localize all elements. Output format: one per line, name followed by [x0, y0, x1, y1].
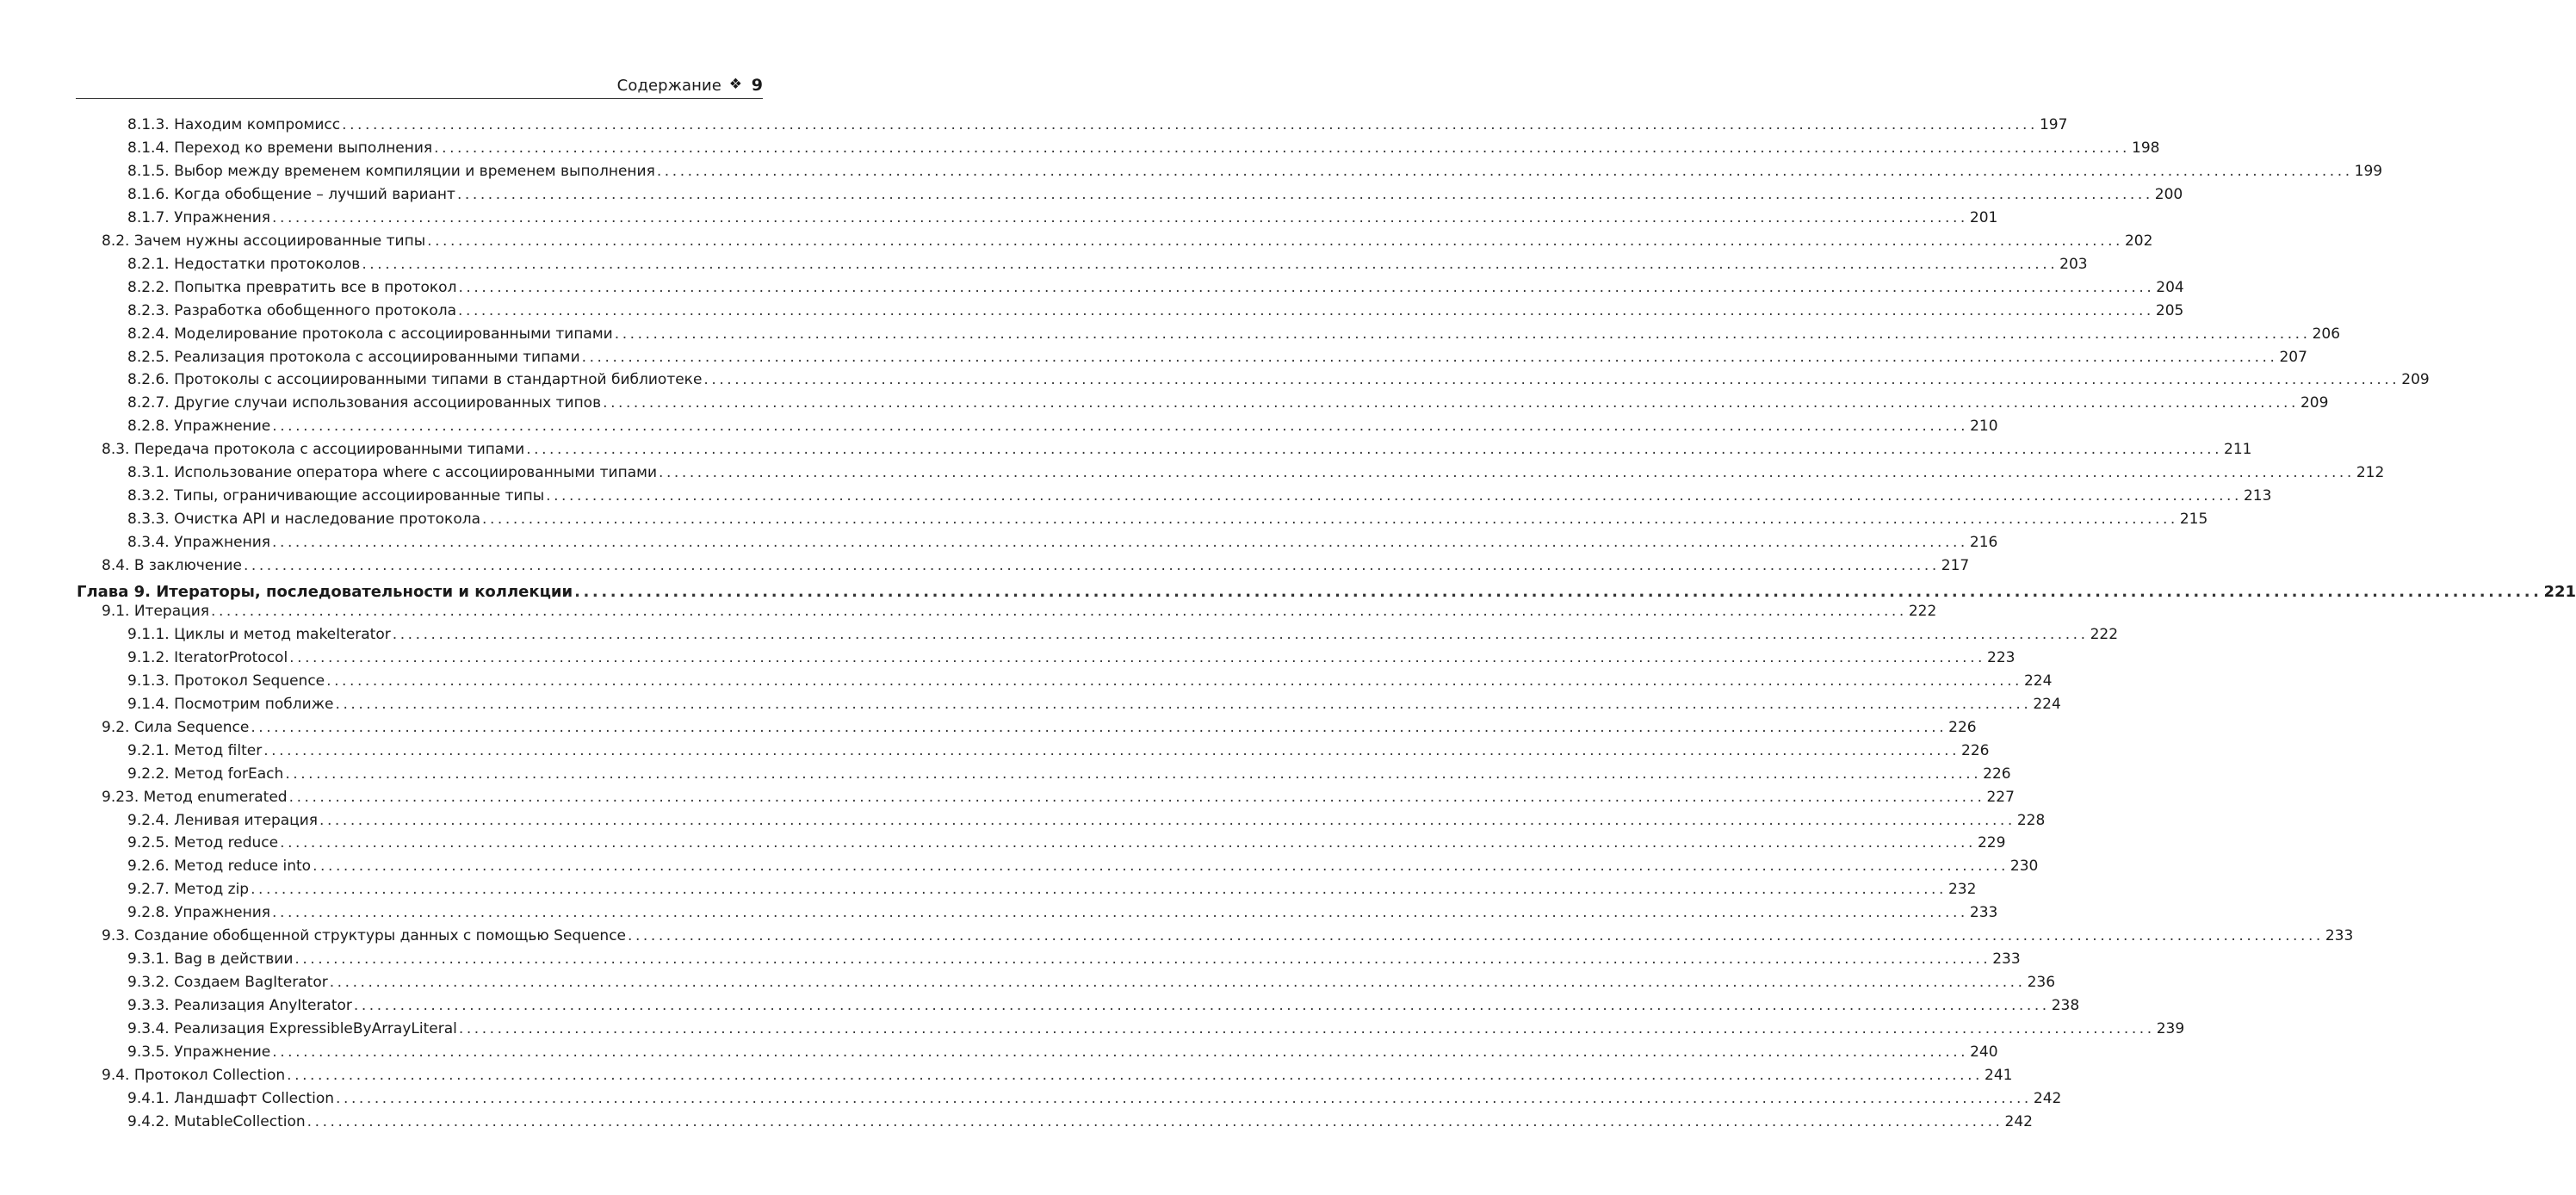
dot-leader: ............................................................................................................................................................................................................................ [574, 583, 2542, 601]
toc-entry-page: 204 [2156, 278, 2184, 296]
toc-entry-title: 9.2.6. Метод reduce into [127, 858, 312, 876]
toc-entry-title: 8.2. Зачем нужны ассоциированные типы [102, 232, 426, 250]
toc-entry [127, 694, 2061, 715]
toc-entry-page: 209 [2300, 394, 2329, 412]
toc-entry-title: 9.3. Создание обобщенной структуры данных с помощью Sequence [102, 927, 627, 945]
dot-leader: ............................................................................................................................................................................................................................ [336, 1089, 2032, 1107]
toc-entry-page: 197 [2039, 116, 2068, 133]
dot-leader: ............................................................................................................................................................................................................................ [603, 394, 2299, 412]
dot-leader: ............................................................................................................................................................................................................................ [251, 718, 1947, 736]
dot-leader: ............................................................................................................................................................................................................................ [329, 974, 2026, 992]
toc-entry-page: 207 [2279, 348, 2307, 366]
toc-entry [127, 532, 1998, 553]
toc-entry-page: 211 [2224, 441, 2252, 459]
toc-chapter-entry [77, 582, 2576, 603]
toc-entry-page: 238 [2051, 997, 2080, 1015]
dot-leader: ............................................................................................................................................................................................................................ [458, 1020, 2155, 1038]
toc-entry-title: 9.2. Сила Sequence [102, 718, 250, 736]
toc-entry-page: 201 [1969, 208, 1998, 226]
toc-entry-title: 9.2.2. Метод forEach [127, 765, 284, 783]
dot-leader: ............................................................................................................................................................................................................................ [546, 487, 2242, 505]
toc-entry-title: 8.3.1. Использование оператора where с ассоциированными типами [127, 464, 657, 482]
dot-leader: ............................................................................................................................................................................................................................ [272, 904, 1968, 922]
toc-entry-title: 9.3.3. Реализация AnyIterator [127, 997, 352, 1015]
toc-entry-page: 229 [1977, 834, 2006, 852]
dot-leader: ............................................................................................................................................................................................................................ [456, 185, 2153, 203]
toc-entry-title: 8.1.5. Выбор между временем компиляции и временем выполнения [127, 162, 655, 180]
toc-entry [127, 879, 1977, 900]
toc-entry-title: 8.3.2. Типы, ограничивающие ассоциированные типы [127, 487, 545, 505]
toc-entry [127, 416, 1998, 437]
toc-entry [127, 277, 2184, 298]
toc-entry-title: 8.3. Передача протокола с ассоциированными типами [102, 441, 525, 459]
toc-entry-title: 9.3.2. Создаем BagIterator [127, 974, 328, 992]
dot-leader: ............................................................................................................................................................................................................................ [272, 208, 1968, 226]
toc-entry-title: 8.2.4. Моделирование протокола с ассоциированными типами [127, 325, 613, 343]
toc-entry-title: 9.1. Итерация [102, 602, 209, 620]
dot-leader: ............................................................................................................................................................................................................................ [427, 232, 2123, 250]
dot-leader: ............................................................................................................................................................................................................................ [458, 301, 2154, 319]
dot-leader: ............................................................................................................................................................................................................................ [458, 278, 2155, 296]
toc-entry-title: 9.1.2. IteratorProtocol [127, 648, 288, 666]
toc-entry-title: 8.2.8. Упражнение [127, 418, 271, 436]
toc-entry-title: 9.2.7. Метод zip [127, 881, 250, 899]
toc-entry [127, 462, 2385, 483]
toc-entry-page: 221 [2543, 583, 2576, 601]
toc-entry-page: 241 [1985, 1066, 2013, 1084]
toc-entry-title: 8.2.7. Другие случаи использования ассоциированных типов [127, 394, 602, 412]
toc-entry [127, 856, 2039, 876]
dot-leader: ............................................................................................................................................................................................................................ [659, 464, 2355, 482]
toc-entry [127, 115, 2068, 135]
dot-leader: ............................................................................................................................................................................................................................ [526, 441, 2223, 459]
four-diamond-ornament-icon: ❖ [728, 76, 742, 93]
toc-entry-page: 206 [2312, 325, 2341, 343]
dot-leader: ............................................................................................................................................................................................................................ [482, 511, 2178, 529]
toc-entry-title: 9.4.1. Ландшафт Collection [127, 1089, 335, 1107]
dot-leader: ............................................................................................................................................................................................................................ [326, 672, 2022, 690]
toc-entry [127, 1111, 2033, 1132]
toc-entry [127, 740, 1990, 761]
toc-entry-page: 210 [1970, 418, 1998, 436]
toc-entry [127, 254, 2088, 275]
toc-entry-title: 8.3.4. Упражнения [127, 534, 271, 552]
toc-entry-page: 226 [1948, 718, 1977, 736]
toc-entry-title: 9.2.4. Ленивая итерация [127, 811, 318, 829]
toc-entry [127, 810, 2046, 831]
toc-entry-page: 222 [1908, 602, 1937, 620]
toc-entry-page: 215 [2179, 511, 2208, 529]
dot-leader: ............................................................................................................................................................................................................................ [272, 418, 1969, 436]
toc-entry-page: 230 [2009, 858, 2039, 876]
dot-leader: ............................................................................................................................................................................................................................ [319, 811, 2016, 829]
dot-leader: ............................................................................................................................................................................................................................ [581, 348, 2278, 366]
toc-entry-page: 203 [2059, 255, 2088, 273]
dot-leader: ............................................................................................................................................................................................................................ [210, 602, 1907, 620]
toc-entry-page: 226 [1961, 741, 1990, 759]
dot-leader: ............................................................................................................................................................................................................................ [342, 116, 2038, 133]
toc-entry [102, 787, 2015, 808]
toc-entry-page: 239 [2156, 1020, 2185, 1038]
toc-entry [127, 902, 1998, 923]
toc-entry-page: 233 [1992, 950, 2021, 969]
dot-leader: ............................................................................................................................................................................................................................ [703, 371, 2400, 389]
toc-entry-title: 8.4. В заключение [102, 557, 242, 575]
toc-entry-title: 9.3.1. Bag в действии [127, 950, 294, 969]
toc-entry [127, 972, 2056, 993]
dot-leader: ............................................................................................................................................................................................................................ [272, 1043, 1969, 1061]
toc-entry-page: 200 [2154, 185, 2183, 203]
toc-entry [127, 300, 2184, 321]
toc-entry [102, 555, 1970, 576]
toc-entry-title: 8.1.4. Переход ко времени выполнения [127, 139, 433, 157]
toc-entry [127, 624, 2119, 645]
toc-entry-title: Глава 9. Итераторы, последовательности и коллекции [77, 583, 573, 601]
toc-entry-title: 9.1.4. Посмотрим поближе [127, 695, 334, 713]
toc-entry-page: 217 [1941, 557, 1970, 575]
toc-entry-page: 205 [2155, 301, 2184, 319]
toc-entry [102, 601, 1937, 622]
toc-entry [127, 161, 2383, 182]
dot-leader: ............................................................................................................................................................................................................................ [243, 557, 1940, 575]
toc-entry [127, 833, 2006, 853]
toc-entry-title: 8.2.1. Недостатки протоколов [127, 255, 361, 273]
dot-leader: ............................................................................................................................................................................................................................ [614, 325, 2311, 343]
toc-entry-title: 9.3.4. Реализация ExpressibleByArrayLiteral [127, 1020, 457, 1038]
toc-entry [127, 671, 2053, 691]
toc-entry [102, 439, 2252, 460]
running-header [76, 69, 763, 99]
toc-entry [127, 1088, 2062, 1109]
toc-entry [102, 926, 2354, 946]
toc-entry [127, 995, 2080, 1016]
toc-entry-title: 9.4.2. MutableCollection [127, 1112, 306, 1130]
toc-entry-page: 226 [1983, 765, 2011, 783]
toc-entry-page: 222 [2090, 625, 2119, 643]
toc-entry [127, 509, 2208, 529]
dot-leader: ............................................................................................................................................................................................................................ [628, 927, 2324, 945]
dot-leader: ............................................................................................................................................................................................................................ [362, 255, 2059, 273]
dot-leader: ............................................................................................................................................................................................................................ [434, 139, 2130, 157]
toc-entry-page: 242 [2033, 1089, 2062, 1107]
dot-leader: ............................................................................................................................................................................................................................ [263, 741, 1960, 759]
running-header-title: Содержание [616, 77, 721, 95]
toc-entry-page: 202 [2124, 232, 2153, 250]
toc-entry [127, 138, 2160, 158]
toc-entry-title: 8.1.6. Когда обобщение – лучший вариант [127, 185, 455, 203]
toc-entry-title: 9.23. Метод enumerated [102, 788, 288, 806]
dot-leader: ............................................................................................................................................................................................................................ [294, 950, 1991, 969]
dot-leader: ............................................................................................................................................................................................................................ [313, 858, 2009, 876]
toc-entry-page: 213 [2243, 487, 2272, 505]
toc-entry-page: 223 [1987, 648, 2016, 666]
dot-leader: ............................................................................................................................................................................................................................ [272, 534, 1968, 552]
toc-entry-page: 224 [2023, 672, 2053, 690]
page-number: 9 [751, 76, 763, 95]
toc-entry [127, 764, 2011, 784]
dot-leader: ............................................................................................................................................................................................................................ [335, 695, 2032, 713]
toc-entry-page: 209 [2401, 371, 2430, 389]
dot-leader: ............................................................................................................................................................................................................................ [287, 1066, 1983, 1084]
toc-entry-title: 8.1.3. Находим компромисс [127, 116, 341, 133]
toc-entry-title: 8.2.6. Протоколы с ассоциированными типами в стандартной библиотеке [127, 371, 703, 389]
toc-entry [127, 949, 2021, 969]
toc-entry-title: 9.4. Протокол Collection [102, 1066, 286, 1084]
dot-leader: ............................................................................................................................................................................................................................ [251, 881, 1947, 899]
toc-entry-title: 8.2.5. Реализация протокола с ассоциированными типами [127, 348, 580, 366]
toc-entry-page: 227 [1986, 788, 2015, 806]
toc-entry-title: 9.2.5. Метод reduce [127, 834, 279, 852]
toc-entry-page: 216 [1969, 534, 1998, 552]
dot-leader: ............................................................................................................................................................................................................................ [307, 1112, 2003, 1130]
toc-entry-title: 9.1.3. Протокол Sequence [127, 672, 325, 690]
toc-entry-title: 9.2.8. Упражнения [127, 904, 271, 922]
dot-leader: ............................................................................................................................................................................................................................ [289, 648, 1986, 666]
toc-entry [127, 393, 2329, 413]
toc-entry-page: 240 [1970, 1043, 1998, 1061]
dot-leader: ............................................................................................................................................................................................................................ [353, 997, 2050, 1015]
toc-entry-page: 228 [2016, 811, 2046, 829]
toc-entry-page: 236 [2027, 974, 2056, 992]
dot-leader: ............................................................................................................................................................................................................................ [656, 162, 2353, 180]
toc-entry-page: 242 [2004, 1112, 2033, 1130]
toc-entry-page: 198 [2132, 139, 2160, 157]
toc-entry [127, 347, 2307, 368]
toc-entry [127, 486, 2272, 506]
toc-entry-page: 212 [2356, 464, 2385, 482]
toc-entry-title: 8.3.3. Очистка API и наследование протокола [127, 511, 481, 529]
toc-entry [127, 184, 2183, 205]
toc-entry [102, 717, 1977, 738]
toc-entry [102, 231, 2153, 251]
toc-entry-title: 9.3.5. Упражнение [127, 1043, 271, 1061]
toc-entry [127, 1042, 1998, 1062]
toc-entry [127, 1019, 2185, 1039]
toc-entry-page: 199 [2354, 162, 2383, 180]
toc-entry [127, 207, 1998, 228]
toc-entry-title: 9.2.1. Метод filter [127, 741, 263, 759]
toc-entry-page: 233 [1969, 904, 1998, 922]
dot-leader: ............................................................................................................................................................................................................................ [285, 765, 1982, 783]
toc-entry [102, 1065, 2013, 1086]
toc-entry [127, 324, 2341, 344]
dot-leader: ............................................................................................................................................................................................................................ [288, 788, 1985, 806]
toc-entry-title: 9.1.1. Циклы и метод makeIterator [127, 625, 391, 643]
toc-entry-page: 232 [1947, 881, 1977, 899]
toc-entry-title: 8.2.3. Разработка обобщенного протокола [127, 301, 457, 319]
toc-entry-title: 8.2.2. Попытка превратить все в протокол [127, 278, 457, 296]
toc-entry-title: 8.1.7. Упражнения [127, 208, 271, 226]
toc-entry [127, 647, 2016, 668]
toc-entry-page: 224 [2033, 695, 2061, 713]
toc-entry-page: 233 [2325, 927, 2354, 945]
dot-leader: ............................................................................................................................................................................................................................ [280, 834, 1976, 852]
dot-leader: ............................................................................................................................................................................................................................ [392, 625, 2089, 643]
toc-entry [127, 369, 2430, 390]
